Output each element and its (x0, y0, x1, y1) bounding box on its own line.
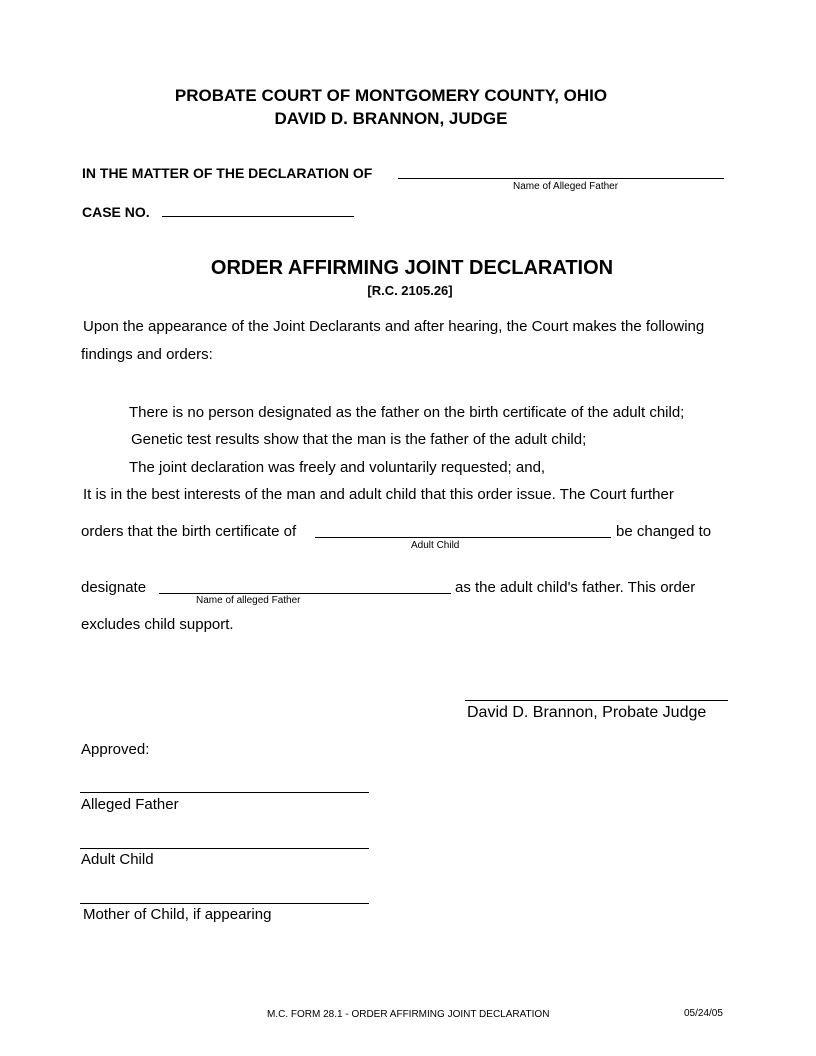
designate-suffix: as the adult child's father. This order (455, 579, 696, 596)
adult-child-name-line[interactable] (315, 537, 611, 538)
judge-signature-line[interactable] (465, 700, 728, 701)
mother-signature-label: Mother of Child, if appearing (83, 906, 272, 923)
case-no-label: CASE NO. (82, 204, 150, 220)
designate-prefix: designate (81, 579, 147, 596)
case-no-line[interactable] (162, 216, 354, 217)
court-name: PROBATE COURT OF MONTGOMERY COUNTY, OHIO (174, 86, 608, 105)
finding-3: The joint declaration was freely and voluntarily requested; and, (129, 459, 546, 476)
alleged-father-caption: Name of Alleged Father (513, 181, 619, 192)
intro-line-1: Upon the appearance of the Joint Declarants and after hearing, the Court makes the following (83, 318, 705, 335)
designated-father-name-line[interactable] (159, 593, 451, 594)
finding-2: Genetic test results show that the man is the father of the adult child; (131, 431, 587, 448)
designated-father-caption: Name of alleged Father (196, 595, 301, 606)
alleged-father-name-line[interactable] (398, 178, 724, 179)
orders-suffix: be changed to (616, 523, 712, 540)
intro-line-2: findings and orders: (81, 346, 213, 363)
approved-label: Approved: (81, 741, 150, 758)
adult-child-signature-line[interactable] (80, 848, 369, 849)
adult-child-signature-label: Adult Child (81, 851, 154, 868)
orders-prefix: orders that the birth certificate of (81, 523, 297, 540)
adult-child-caption: Adult Child (411, 540, 460, 551)
form-date: 05/24/05 (684, 1008, 723, 1019)
judge-name-header: DAVID D. BRANNON, JUDGE (274, 109, 508, 128)
order-title: ORDER AFFIRMING JOINT DECLARATION (210, 257, 614, 279)
judge-signature-label: David D. Brannon, Probate Judge (467, 704, 707, 721)
statute-reference: [R.C. 2105.26] (367, 283, 453, 298)
finding-1: There is no person designated as the father on the birth certificate of the adult child; (129, 404, 685, 421)
excludes-support: excludes child support. (81, 616, 234, 633)
mother-signature-line[interactable] (80, 903, 369, 904)
alleged-father-signature-line[interactable] (80, 792, 369, 793)
matter-label: IN THE MATTER OF THE DECLARATION OF (82, 165, 373, 181)
form-footer: M.C. FORM 28.1 - ORDER AFFIRMING JOINT DECLARATION (267, 1009, 550, 1020)
alleged-father-signature-label: Alleged Father (81, 796, 179, 813)
finding-4: It is in the best interests of the man and adult child that this order issue. The Court further (83, 486, 674, 503)
